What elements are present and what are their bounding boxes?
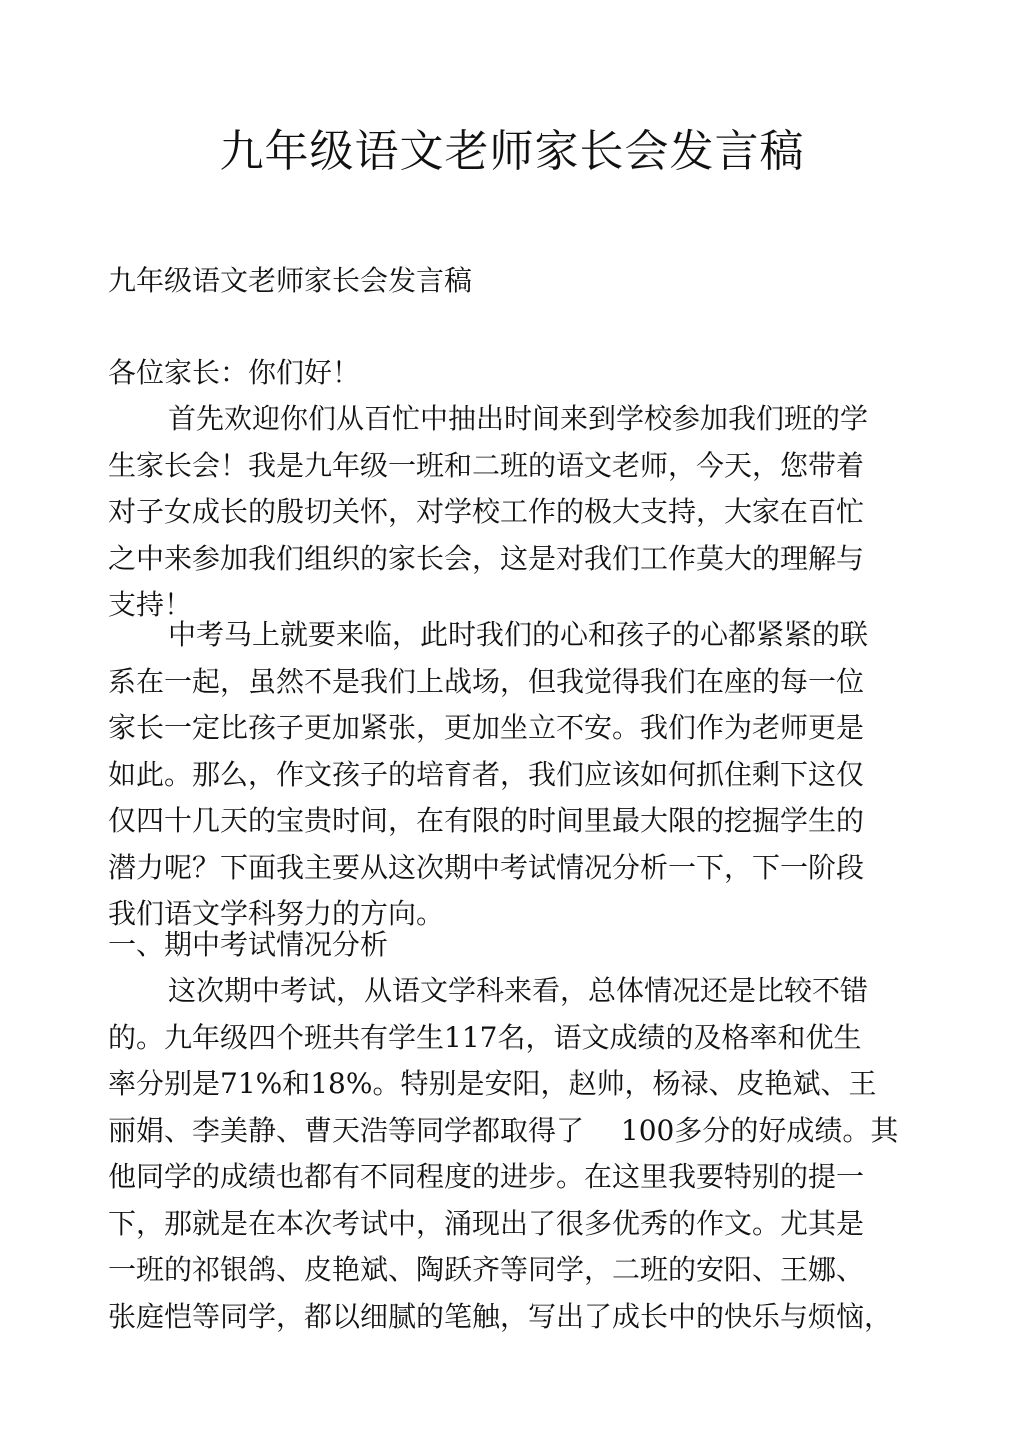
paragraph-line: 生家长会！我是九年级一班和二班的语文老师，今天，您带着 (108, 448, 865, 482)
paragraph-line: 张庭恺等同学，都以细腻的笔触，写出了成长中的快乐与烦恼， (108, 1299, 893, 1333)
paragraph-line: 首先欢迎你们从百忙中抽出时间来到学校参加我们班的学 (168, 402, 869, 435)
section-heading (108, 922, 908, 969)
paragraph-line: 仅四十几天的宝贵时间，在有限的时间里最大限的挖掘学生的 (108, 804, 865, 837)
paragraph-exam-approaching (108, 612, 908, 938)
paragraph-line: 一班的祁银鸽、皮艳斌、陶跃齐等同学，二班的安阳、王娜、 (108, 1253, 865, 1286)
section-heading-text: 一、期中考试情况分析 (108, 928, 389, 961)
paragraph-line: 我们语文学科努力的方向。 (108, 897, 445, 930)
document-title: 九年级语文老师家长会发言稿 (219, 126, 805, 177)
paragraph-line: 之中来参加我们组织的家长会，这是对我们工作莫大的理解与 (108, 541, 865, 575)
paragraph-welcome (108, 396, 908, 629)
paragraph-line: 如此。那么，作文孩子的培育者，我们应该如何抓住剩下这仅 (108, 757, 865, 791)
paragraph-line: 率分别是71%和18%。特别是安阳，赵帅，杨禄、皮艳斌、王 (108, 1067, 877, 1100)
paragraph-line: 中考马上就要来临，此时我们的心和孩子的心都紧紧的联 (168, 618, 869, 651)
paragraph-line: 潜力呢？下面我主要从这次期中考试情况分析一下，下一阶段 (108, 850, 865, 884)
paragraph-line: 下，那就是在本次考试中，涌现出了很多优秀的作文。尤其是 (108, 1206, 865, 1240)
paragraph-line: 他同学的成绩也都有不同程度的进步。在这里我要特别的提一 (108, 1160, 865, 1193)
paragraph-line: 对子女成长的殷切关怀，对学校工作的极大支持，大家在百忙 (108, 495, 865, 528)
paragraph-exam-analysis (108, 968, 908, 1340)
greeting: 各位家长：你们好！ (108, 356, 361, 389)
paragraph-line: 这次期中考试，从语文学科来看，总体情况还是比较不错 (168, 974, 869, 1007)
paragraph-line: 的。九年级四个班共有学生117名，语文成绩的及格率和优生 (108, 1020, 862, 1054)
paragraph-line: 家长一定比孩子更加紧张，更加坐立不安。我们作为老师更是 (108, 711, 865, 744)
paragraph-line: 系在一起，虽然不是我们上战场，但我觉得我们在座的每一位 (108, 664, 865, 698)
paragraph-line: 丽娟、李美静、曹天浩等同学都取得了 100多分的好成绩。其 (108, 1113, 899, 1147)
document-subtitle: 九年级语文老师家长会发言稿 (108, 264, 473, 297)
paragraph-line: 支持！ (108, 588, 193, 621)
